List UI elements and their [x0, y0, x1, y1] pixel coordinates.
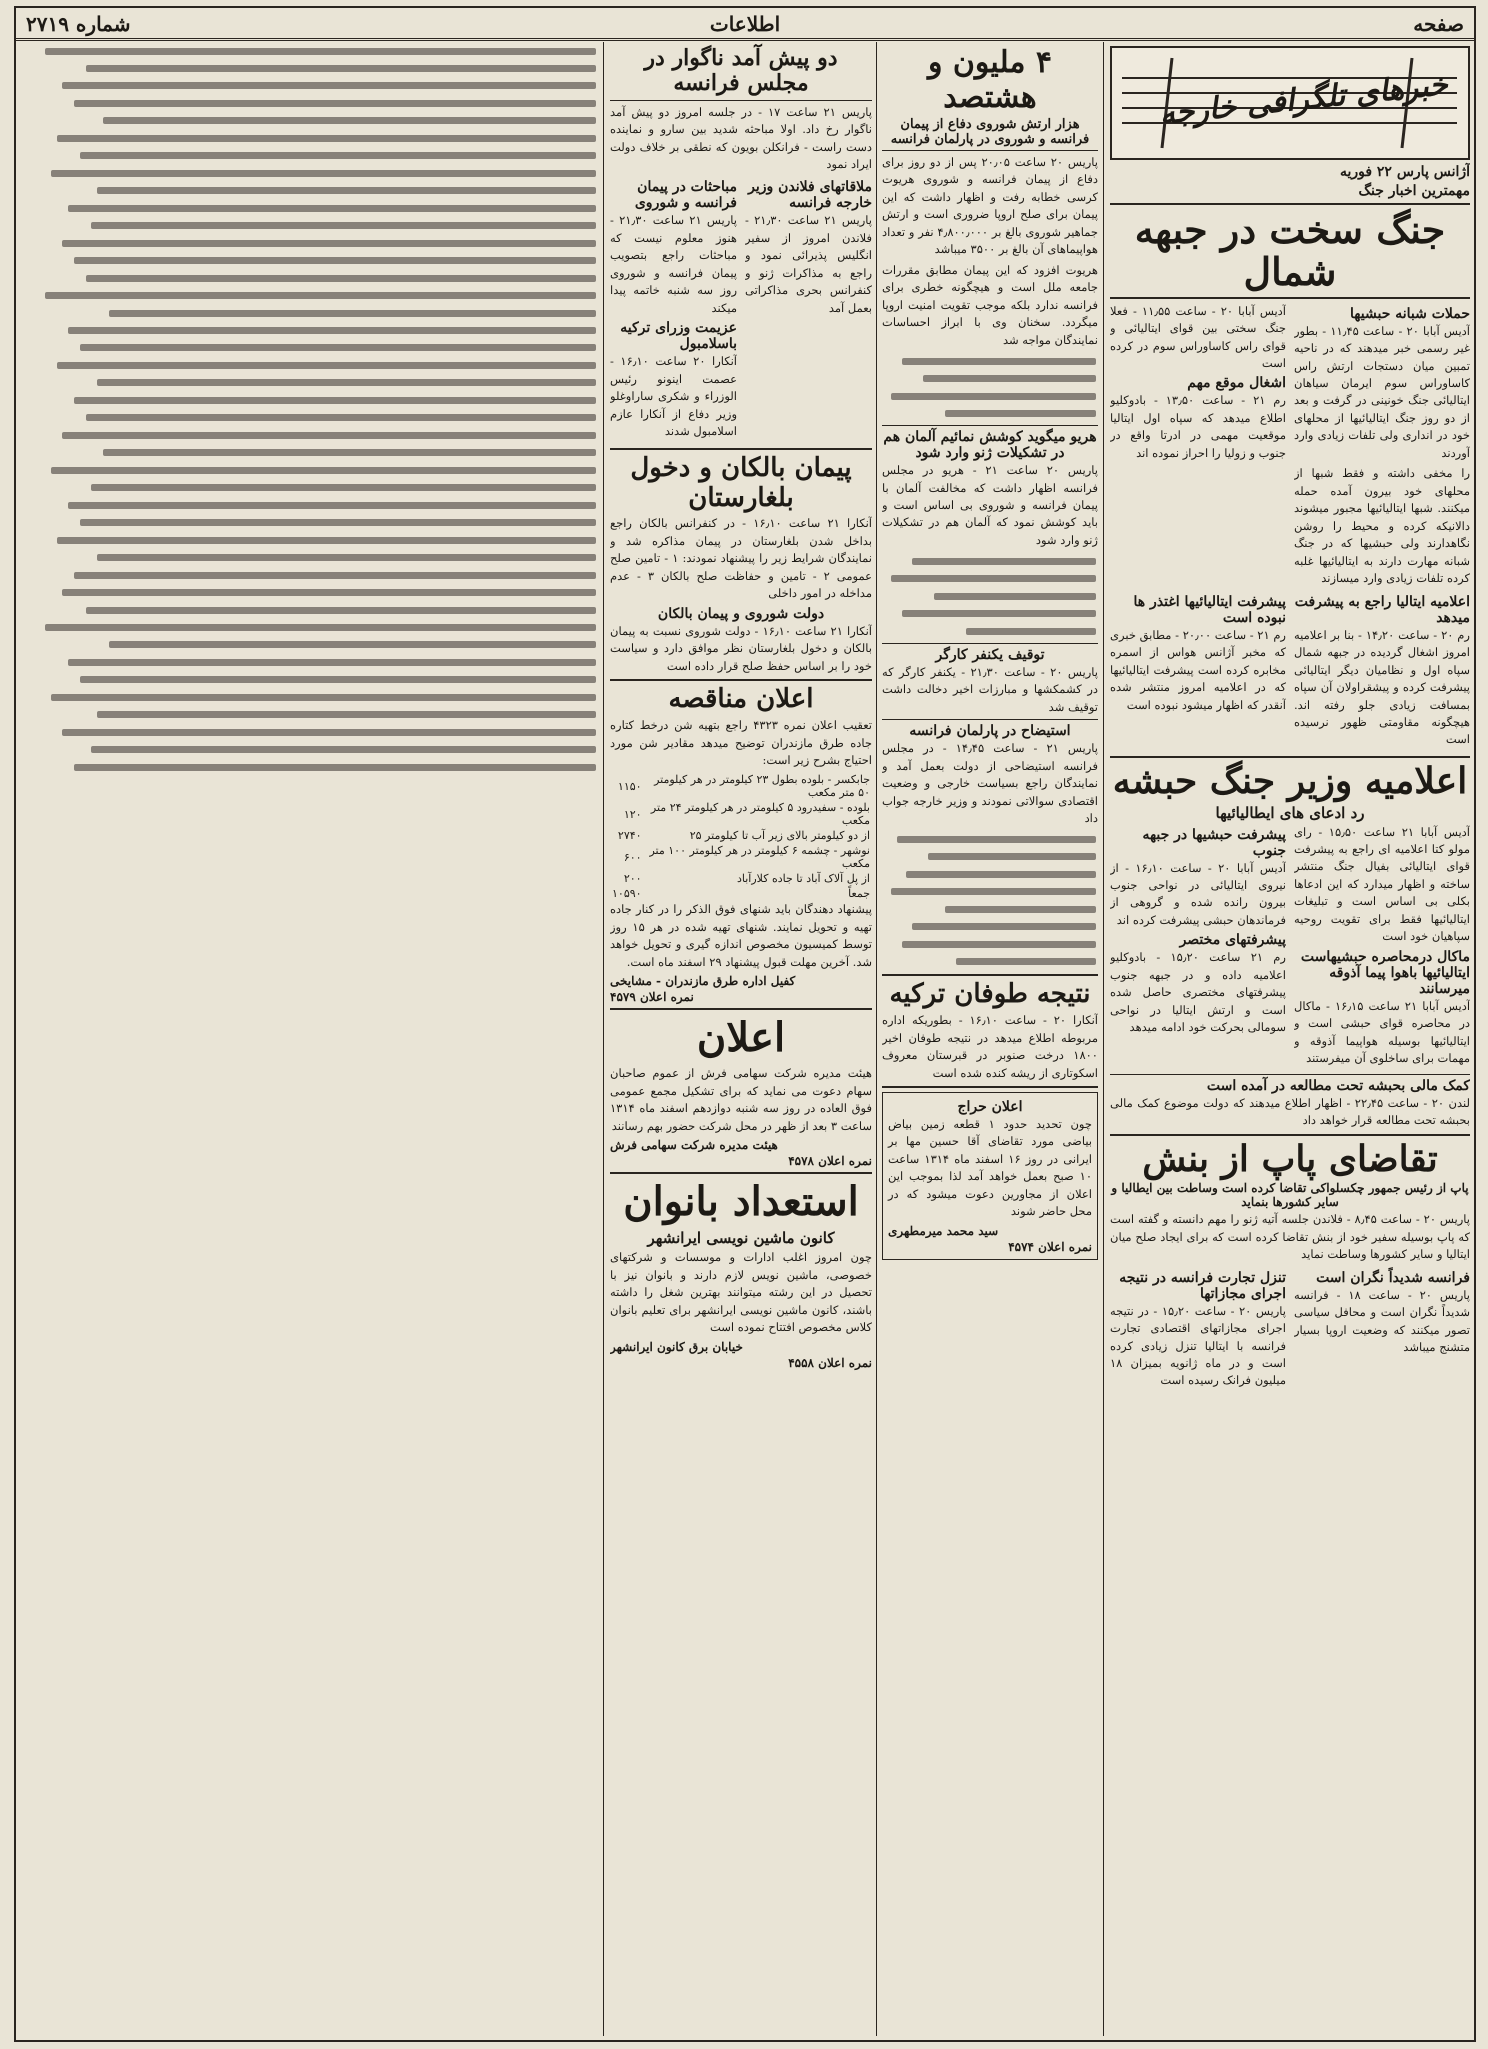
- table-cell: ۲۷۴۰: [617, 829, 642, 843]
- article-heading: پیشرفت حبشیها در جبهه جنوب: [1142, 826, 1286, 859]
- article-body: رم ۲۰ - ساعت ۱۴٫۲۰ - بنا بر اعلامیه امروز اشغال گردیده در جبهه شمال سپاه اول و نظامیان دیگر ایتالیائی پیشرفت کرده و پیشقراولان آن سپاه بمسافت زیادی جلو رفته اند. هیچگونه مقاومتی ظهور نرسیده است: [1294, 627, 1470, 747]
- column-filler: [18, 42, 598, 2036]
- article-body: پاریس ۲۰ - ساعت ۱۸ - فرانسه شدیداً نگران است و محافل سیاسی تصور میکنند که وضعیت اروپا بسیار متشنج میباشد: [1294, 1287, 1470, 1354]
- women-subheadline: کانون ماشین نویسی ایرانشهر: [647, 1229, 835, 1248]
- pope-subheadline: پاپ از رئیس جمهور چکسلواکی تقاضا کرده است وساطت بین ایطالیا و سایر کشورها بنماید: [1111, 1181, 1469, 1210]
- balkan-headline: پیمان بالکان و دخول بلغارستان: [630, 452, 852, 513]
- article-body: پاریس ۲۱ ساعت ۲۱٫۳۰ - هنوز معلوم نیست که مباحثات راجع بتصویب پیمان فرانسه و شوروی روز سه شنبه خاتمه پیدا میکند: [610, 213, 737, 315]
- table-row: [610, 871, 872, 886]
- article-body: رم ۲۱ - ساعت ۱۳٫۵۰ - بادوکلیو اطلاع میدهد که سپاه اول ایتالیا موقعیت مهمی در ادرتا واقع در جنوب و زولیا را احراز نموده اند: [1110, 393, 1286, 460]
- notice-headline: اعلان: [696, 1014, 786, 1062]
- important-label: مهمترین اخبار جنگ: [1358, 183, 1470, 199]
- auction-notice: [882, 1092, 1098, 1260]
- article-heading: ملاقاتهای فلاندن وزیر خارجه فرانسه: [748, 179, 872, 212]
- tender-body: تعقیب اعلان نمره ۴۳۲۳ راجع بتهیه شن درخط کتاره جاده طرق مازندران توضیح میدهد مقادیر شن مورد احتیاج بشرح زیر است:: [610, 718, 872, 767]
- article-heading: اعلامیه ایتالیا راجع به پیشرفت میدهد: [1294, 593, 1470, 626]
- article-heading: عزیمت وزرای ترکیه باسلامبول: [620, 320, 737, 353]
- soviet-army-headline: ۴ ملیون و هشتصد: [927, 45, 1053, 115]
- article-body: لندن ۲۰ - ساعت ۲۲٫۴۵ - اظهار اطلاع میدهند که دولت موضوع کمک مالی بحبشه تحت مطالعه قرار خواهد داد: [1110, 1095, 1470, 1128]
- section-banner: [1110, 46, 1470, 160]
- table-cell: ۲۰۰: [623, 872, 642, 886]
- war-headline: جنگ سخت در جبهه شمال: [1134, 207, 1446, 294]
- column-rule: [876, 42, 877, 2036]
- article-heading: مباحثات در پیمان فرانسه و شوروی: [634, 179, 737, 212]
- tender-signature: کفیل اداره طرق مازندران - مشایخی: [610, 974, 796, 989]
- table-row: [610, 772, 872, 800]
- text-filler: [882, 552, 1098, 639]
- parliament-headline: دو پیش آمد ناگوار در مجلس فرانسه: [644, 45, 838, 97]
- article-body: آدیس آبابا ۲۱ ساعت ۱۵٫۵۰ - رای مولو کتا اعلامیه ای راجع به پیشرفت قوای ایتالیائی بفیال جنگ منتشر ساخته و اظهار میدارد که این ادعاها بکلی بی اساس است و تبلیغات ایتالیائیها فقط برای تقویت روحیه سپاهیان خود است: [1294, 824, 1470, 944]
- article-body: را مخفی داشته و فقط شبها از محلهای خود بیرون آمده حمله میکنند. شبها ایتالیائیها مجبور میشوند دالانیکه کرده و محیط را روشن نگاهدارند ولی حبشیها که در جنگ شبانه مهارت دارند به ایتالیائیها غلبه کرده تلفات زیادی وارد میسازند: [1294, 466, 1470, 586]
- women-headline: استعداد بانوان: [623, 1178, 859, 1226]
- article-body: پاریس ۲۰ - ساعت ۸٫۴۵ - فلاندن جلسه آتیه ژنو را مهم دانسته و گفته است که پاپ بوسیله سفیر خود از بنش تقاضا کرده است که برای ایجاد صلح میان ایتالیا و سایر کشورها وساطت نماید: [1110, 1212, 1470, 1262]
- article-body: رم ۲۱ - ساعت ۲۰٫۰۰ - مطابق خبری که مخبر آژانس هواس از اسمره مخابره کرده است پیشرفت ایتالیائیها که در اعلامیه امروز منتشر شده آنقدر که اظهار میشود نبوده است: [1110, 627, 1286, 712]
- article-body: پاریس ۲۰ - ساعت ۱۵٫۲۰ - در نتیجه اجرای مجازاتهای اقتصادی تجارت فرانسه با ایتالیا تنزل زیادی کرده است و در ماه ژانویه بمیزان ۱۸ میلیون فرانک رسیده است: [1110, 1303, 1286, 1388]
- masthead: [16, 8, 1474, 41]
- article-heading: استیضاح در پارلمان فرانسه: [909, 723, 1071, 740]
- women-notice-number: نمره اعلان ۴۵۵۸: [788, 1355, 872, 1370]
- article-body: پاریس ۲۱ ساعت ۲۱٫۳۰ - فلاندن امروز از سفیر انگلیس پذیرائی نمود و راجع به مذاکرات ژنو و کنفرانس بحری مذاکراتی بعمل آمد: [745, 213, 872, 315]
- tender-table: [610, 772, 872, 901]
- article-body: پاریس ۲۱ - ساعت ۱۴٫۴۵ - در مجلس فرانسه استیضاحی از دولت بعمل آمد و نمایندگان راجع بسیاست خارجی و وضعیت اقتصادی سوالاتی نمودند و وزیر خارجه جواب داد: [882, 741, 1098, 825]
- article-body: آنکارا ۲۱ ساعت ۱۶٫۱۰ - در کنفرانس بالکان راجع بداخل شدن بلغارستان در پیمان مذاکره شد و نمایندگان شرایط زیر را پیشنهاد نمودند: ۱ - تامین صلح عمومی ۲ - تامین و حفاظت صلح بالکان ۳ - عدم مداخله در امور داخلی: [610, 516, 872, 601]
- article-body: آنکارا ۲۰ - ساعت ۱۶٫۱۰ - بطوریکه اداره مربوطه اطلاع میدهد در نتیجه طوفان اخیر ۱۸۰۰ درخت صنوبر در قبرستان معروف اسکوتاری از ریشه کنده شده است: [882, 1013, 1098, 1080]
- text-filler: [882, 352, 1098, 422]
- table-cell: ۱۱۵۰: [617, 779, 642, 793]
- table-cell: از دو کیلومتر بالای زیر آب تا کیلومتر ۲۵: [689, 829, 870, 843]
- column-rule: [603, 42, 604, 2036]
- column-foreign-news: [1110, 42, 1470, 2036]
- article-heading: توقیف یکنفر کارگر: [935, 646, 1045, 663]
- newspaper-name: اطلاعات: [709, 12, 781, 36]
- notice-number: نمره اعلان ۴۵۷۸: [788, 1154, 872, 1169]
- storm-headline: نتیجه طوفان ترکیه: [889, 979, 1091, 1010]
- article-heading: ماکال درمحاصره حبشیهاست ایتالیائیها باهوا پیما آذوقه میرسانند: [1300, 948, 1470, 997]
- women-body: چون امروز اغلب ادارات و موسسات و شرکتهای خصوصی، ماشین نویس لازم دارند و بانوان نیز با تحصیل در این رشته میتوانند بهترین شغل را داشته باشند، کانون ماشین نویسی ایرانشهر برای تعلیم بانوان کلاس مخصوص افتتاح نموده است: [610, 1250, 872, 1335]
- tender-headline: اعلان مناقصه: [668, 684, 814, 715]
- text-filler: [18, 42, 598, 776]
- women-address: خیابان برق کانون ایرانشهر: [610, 1339, 743, 1354]
- tender-notice-number: نمره اعلان ۴۵۷۹: [610, 990, 694, 1005]
- night-attacks-article: [1110, 303, 1470, 591]
- article-body: پاریس ۲۱ ساعت ۱۷ - در جلسه امروز دو پیش آمد ناگوار رخ داد. اولا مباحثه شدید بین سارو و نماینده دست راست - فرانکلن بویون که نطقی بر خلاف دولت ایراد نمود: [610, 104, 872, 171]
- page-label: صفحه: [1413, 12, 1464, 36]
- article-body: آنکارا ۲۰ ساعت ۱۶٫۱۰ - عصمت اینونو رئیس الوزراء و شکری ساراوغلو وزیر دفاع از آنکارا عازم اسلامبول شدند: [610, 354, 737, 439]
- article-body: آدیس آبابا ۲۰ - ساعت ۱۶٫۱۰ - از نیروی ایتالیائی در نواحی جنوب بیرون رانده شده و گروهی از فرماندهان حبشی پیشرفت کرده اند: [1110, 860, 1286, 927]
- table-cell: جمعاً: [848, 887, 870, 901]
- table-cell: نوشهر - چشمه ۶ کیلومتر در هر کیلومتر ۱۰۰ متر مکعب: [649, 844, 870, 871]
- article-heading: کمک مالی بحبشه تحت مطالعه در آمده است: [1206, 1077, 1470, 1094]
- notice-signature: هیئت مدیره شرکت سهامی فرش: [610, 1138, 778, 1153]
- article-body: هریوت افزود که این پیمان مطابق مقررات جامعه ملل است و هیچگونه خطری برای فرانسه ندارد بلکه موجب تقویت امنیت اروپا میگردد. سخنان وی با ابراز احساسات نمایندگان مواجه شد: [882, 262, 1098, 347]
- article-body: آنکارا ۲۱ ساعت ۱۶٫۱۰ - دولت شوروی نسبت به پیمان بالکان و دخول بلغارستان نظر موافق دارد و سیاست خود را بر اساس حفظ صلح قرار داده است: [610, 623, 872, 673]
- agency-line: آژانس پارس ۲۲ فوریه: [1339, 164, 1470, 180]
- table-cell: ۱۰۵۹۰: [612, 887, 642, 901]
- article-body: آدیس آبابا ۲۰ - ساعت ۱۱٫۴۵ - بطور غیر رسمی خبر میدهند که در ناحیه تمبین میان دستجات ارتش راس کاساوراس سوم ایرمان سیاهان ایتالیائی جنگ خونینی در گرفت و بعد از دو روز جنگ ایتالیائیها از محلهای خود در انداری ولی تلفات زیادی وارد آوردند: [1294, 323, 1470, 460]
- tender-body: پیشنهاد دهندگان باید شنهای فوق الذکر را در کنار جاده تهیه و تحویل نمایند. شنهای تهیه شده در هر ۱۵ روز توسط کمیسیون مخصوص اندازه گیری و تحویل خواهد شد. آخرین مهلت قبول پیشنهاد ۲۹ اسفند ماه است.: [610, 902, 872, 969]
- auction-body: چون تحدید حدود ۱ قطعه زمین بیاض بیاضی مورد تقاضای آقا حسین مها بر ایرانی در روز ۱۶ اسفند ماه ۱۳۱۴ ساعت ۱۰ صبح بعمل خواهد آمد لذا بموجب این اعلان از مجاورین دعوت میشود که در محل حاضر شوند: [888, 1116, 1093, 1219]
- newspaper-page: [14, 6, 1476, 2042]
- ethiopia-headline: اعلامیه وزیر جنگ حبشه: [1112, 759, 1468, 802]
- issue-number: شماره ۲۷۱۹: [26, 12, 131, 36]
- article-body: آدیس آبابا ۲۰ - ساعت ۱۱٫۵۵ - فعلا جنگ سختی بین قوای ایتالیائی و قوای راس کاساوراس سوم در کرده است: [1110, 303, 1286, 370]
- table-row: [610, 886, 872, 901]
- notice-body: هیئت مدیره شرکت سهامی فرش از عموم صاحبان سهام دعوت می نماید که برای تشکیل مجمع عمومی فوق العاده در روز سه شنبه دوازدهم اسفند ماه ۱۳۱۴ ساعت ۳ بعد از ظهر در محل شرکت حضور بهم رسانند: [610, 1066, 872, 1133]
- table-cell: ۱۲۰: [623, 807, 642, 821]
- table-row: [610, 828, 872, 843]
- table-row: [610, 800, 872, 828]
- soviet-army-subheadline: هزار ارتش شوروی دفاع از پیمان فرانسه و شوروی در پارلمان فرانسه: [890, 117, 1090, 147]
- ethiopia-subheadline: رد ادعای های ایطالیائیها: [1215, 803, 1365, 822]
- article-body: پاریس ۲۰ - ساعت ۲۱٫۳۰ - یکنفر کارگر که در کشمکشها و مبارزات اخیر دخالت داشت توقیف شد: [882, 664, 1098, 714]
- text-filler: [882, 830, 1098, 970]
- article-body: پاریس ۲۰ ساعت ۲۱ - هریو در مجلس فرانسه اظهار داشت که مخالفت آلمان با پیمان فرانسه و شوروی بی اساس است و باید کوشش نمود که آلمان هم در تشکیلات ژنو وارد شود: [882, 463, 1098, 547]
- article-heading: پیشرفتهای مختصر: [1179, 932, 1286, 949]
- article-heading: اشغال موقع مهم: [1187, 375, 1286, 392]
- banner-title: خبرهای تلگرافی خارجه: [1157, 66, 1450, 133]
- article-body: پاریس ۲۰ ساعت ۲۰٫۰۵ پس از دو روز برای دفاع از پیمان فرانسه و شوروی هریوت کرسی خطابه رفت و اظهار داشت که این پیمان برای صلح اروپا ضروری است و ارتش جماهیر شوروی بالغ بر ۴٫۸۰۰٫۰۰۰ نفر و تعداد هواپیماهای آن بالغ بر ۳۵۰۰ میباشد: [882, 155, 1098, 257]
- article-heading: دولت شوروی و پیمان بالکان: [657, 605, 825, 622]
- article-heading: هریو میگوید کوشش نمائیم آلمان هم در تشکیلات ژنو وارد شود: [883, 429, 1097, 462]
- column-politics: [610, 42, 872, 2036]
- article-body: آدیس آبابا ۲۱ ساعت ۱۶٫۱۵ - ماکال در محاصره قوای حبشی است و ایتالیائیها بوسیله هواپیما آذوقه و مهمات برای ساخلوی آن میفرستند: [1294, 998, 1470, 1066]
- pope-headline: تقاضای پاپ از بنش: [1142, 1137, 1438, 1180]
- auction-heading: اعلان حراج: [957, 1098, 1023, 1115]
- article-heading: تنزل تجارت فرانسه در نتیجه اجرای مجازاتها: [1119, 1269, 1286, 1302]
- auction-signature: سید محمد میرمطهری: [888, 1223, 999, 1238]
- table-cell: بلوده - سفیدرود ۵ کیلومتر در هر کیلومتر ۲۴ متر مکعب: [650, 801, 870, 828]
- article-heading: پیشرفت ایتالیائیها اغتذر ها نبوده است: [1133, 593, 1286, 626]
- auction-notice-number: نمره اعلان ۴۵۷۴: [1008, 1239, 1092, 1254]
- column-rule: [1103, 42, 1104, 2036]
- article-heading: حملات شبانه حبشیها: [1350, 305, 1470, 322]
- article-heading: فرانسه شدیداً نگران است: [1316, 1269, 1470, 1286]
- table-cell: ۶۰۰: [623, 850, 642, 864]
- column-soviet-news: [882, 42, 1098, 2036]
- table-cell: از پل آلاک آباد تا جاده کلارآباد: [737, 872, 870, 886]
- table-cell: جابکسر - بلوده بطول ۲۳ کیلومتر در هر کیلومتر ۵۰ متر مکعب: [654, 773, 870, 800]
- table-row: [610, 843, 872, 871]
- article-body: رم ۲۱ ساعت ۱۵٫۲۰ - بادوکلیو اعلامیه داده و در جبهه جنوب پیشرفتهای مختصری حاصل شده است و ارتش ایتالیا در نواحی سومالی بحرکت خود ادامه میدهد: [1110, 950, 1286, 1035]
